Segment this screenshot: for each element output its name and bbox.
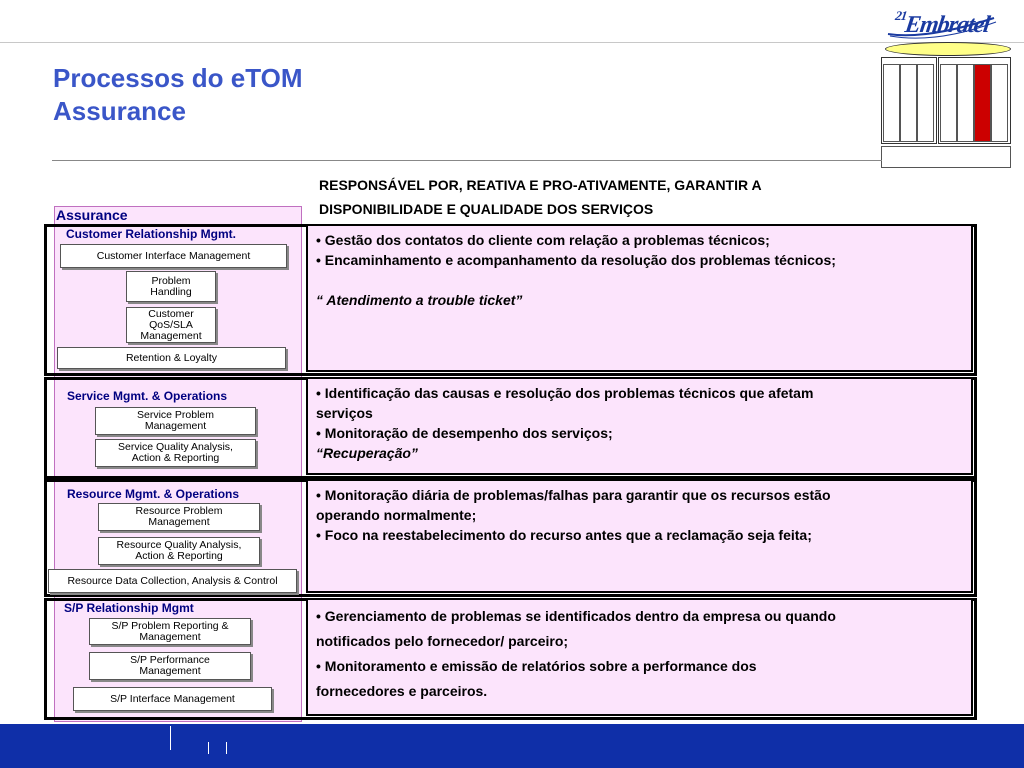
assurance-label: Assurance [56, 207, 128, 223]
footer-divider [226, 742, 227, 754]
top-divider [0, 42, 1024, 43]
section-label-service: Service Mgmt. & Operations [67, 389, 228, 403]
etom-thumbnail-column [940, 64, 957, 142]
title-line-2: Assurance [53, 96, 186, 126]
footer-divider [170, 726, 171, 750]
etom-thumbnail-column [917, 64, 934, 142]
desc-resource-line-3: • Foco na reestabelecimento do recurso antes que a reclamação seja feita; [316, 527, 812, 543]
etom-thumbnail-column [900, 64, 917, 142]
desc-service [306, 377, 973, 475]
desc-service-line-4: “Recuperação” [316, 445, 418, 461]
desc-crm [306, 224, 973, 372]
desc-crm-line-1: • Gestão dos contatos do cliente com relação a problemas técnicos; [316, 232, 770, 248]
desc-resource-line-2: operando normalmente; [316, 507, 477, 523]
etom-thumbnail-assurance-column [974, 64, 991, 142]
desc-service-line-3: • Monitoração de desempenho dos serviços; [316, 425, 613, 441]
box-resource-problem-management: Resource Problem Management [98, 503, 260, 531]
box-sp-problem-reporting: S/P Problem Reporting & Management [89, 618, 251, 645]
box-customer-interface-management: Customer Interface Management [60, 244, 287, 268]
section-label-resource: Resource Mgmt. & Operations [67, 487, 240, 501]
box-customer-qos-sla-management: Customer QoS/SLA Management [126, 307, 216, 343]
box-sp-performance-management: S/P Performance Management [89, 652, 251, 680]
embratel-logo [880, 2, 1000, 44]
desc-service-line-2: serviços [316, 405, 373, 421]
statement-line-2: DISPONIBILIDADE E QUALIDADE DOS SERVIÇOS [319, 201, 654, 217]
etom-thumbnail-bottom-block [881, 146, 1011, 168]
footer-bar [0, 724, 1024, 768]
box-service-problem-management: Service Problem Management [95, 407, 256, 435]
desc-crm-line-4: “ Atendimento a trouble ticket” [316, 292, 523, 308]
section-label-crm: Customer Relationship Mgmt. [66, 227, 237, 241]
box-resource-quality-analysis: Resource Quality Analysis, Action & Reporting [98, 537, 260, 565]
etom-thumbnail-column [883, 64, 900, 142]
slide-title [53, 62, 303, 128]
etom-thumbnail-column [957, 64, 974, 142]
box-service-quality-analysis: Service Quality Analysis, Action & Reporting [95, 439, 256, 467]
box-retention-loyalty: Retention & Loyalty [57, 347, 286, 369]
desc-sp [306, 598, 973, 716]
desc-sp-line-1: • Gerenciamento de problemas se identificados dentro da empresa ou quando [316, 608, 836, 624]
desc-resource-line-1: • Monitoração diária de problemas/falhas para garantir que os recursos estão [316, 487, 831, 503]
desc-sp-line-2: notificados pelo fornecedor/ parceiro; [316, 633, 569, 649]
desc-sp-line-3: • Monitoramento e emissão de relatórios sobre a performance dos [316, 658, 757, 674]
box-problem-handling: Problem Handling [126, 271, 216, 302]
box-resource-data-collection: Resource Data Collection, Analysis & Control [48, 569, 297, 593]
title-divider [52, 160, 882, 161]
logo-wordmark [892, 8, 991, 39]
etom-thumbnail-oval [885, 42, 1011, 56]
section-label-sp: S/P Relationship Mgmt [64, 601, 194, 615]
desc-crm-spacer [316, 270, 971, 290]
desc-resource [306, 479, 973, 593]
desc-service-line-1: • Identificação das causas e resolução dos problemas técnicos que afetam [316, 385, 814, 401]
footer-divider [208, 742, 209, 754]
desc-sp-line-4: fornecedores e parceiros. [316, 683, 488, 699]
logo-number: 21 [894, 8, 908, 23]
title-line-1: Processos do eTOM [53, 63, 303, 93]
logo-name: Embratel [903, 12, 991, 38]
desc-crm-line-2: • Encaminhamento e acompanhamento da resolução dos problemas técnicos; [316, 252, 836, 268]
etom-thumbnail-column [991, 64, 1008, 142]
assurance-statement [319, 173, 879, 221]
box-sp-interface-management: S/P Interface Management [73, 687, 272, 711]
statement-line-1: RESPONSÁVEL POR, REATIVA E PRO-ATIVAMENTE, GARANTIR A [319, 177, 762, 193]
